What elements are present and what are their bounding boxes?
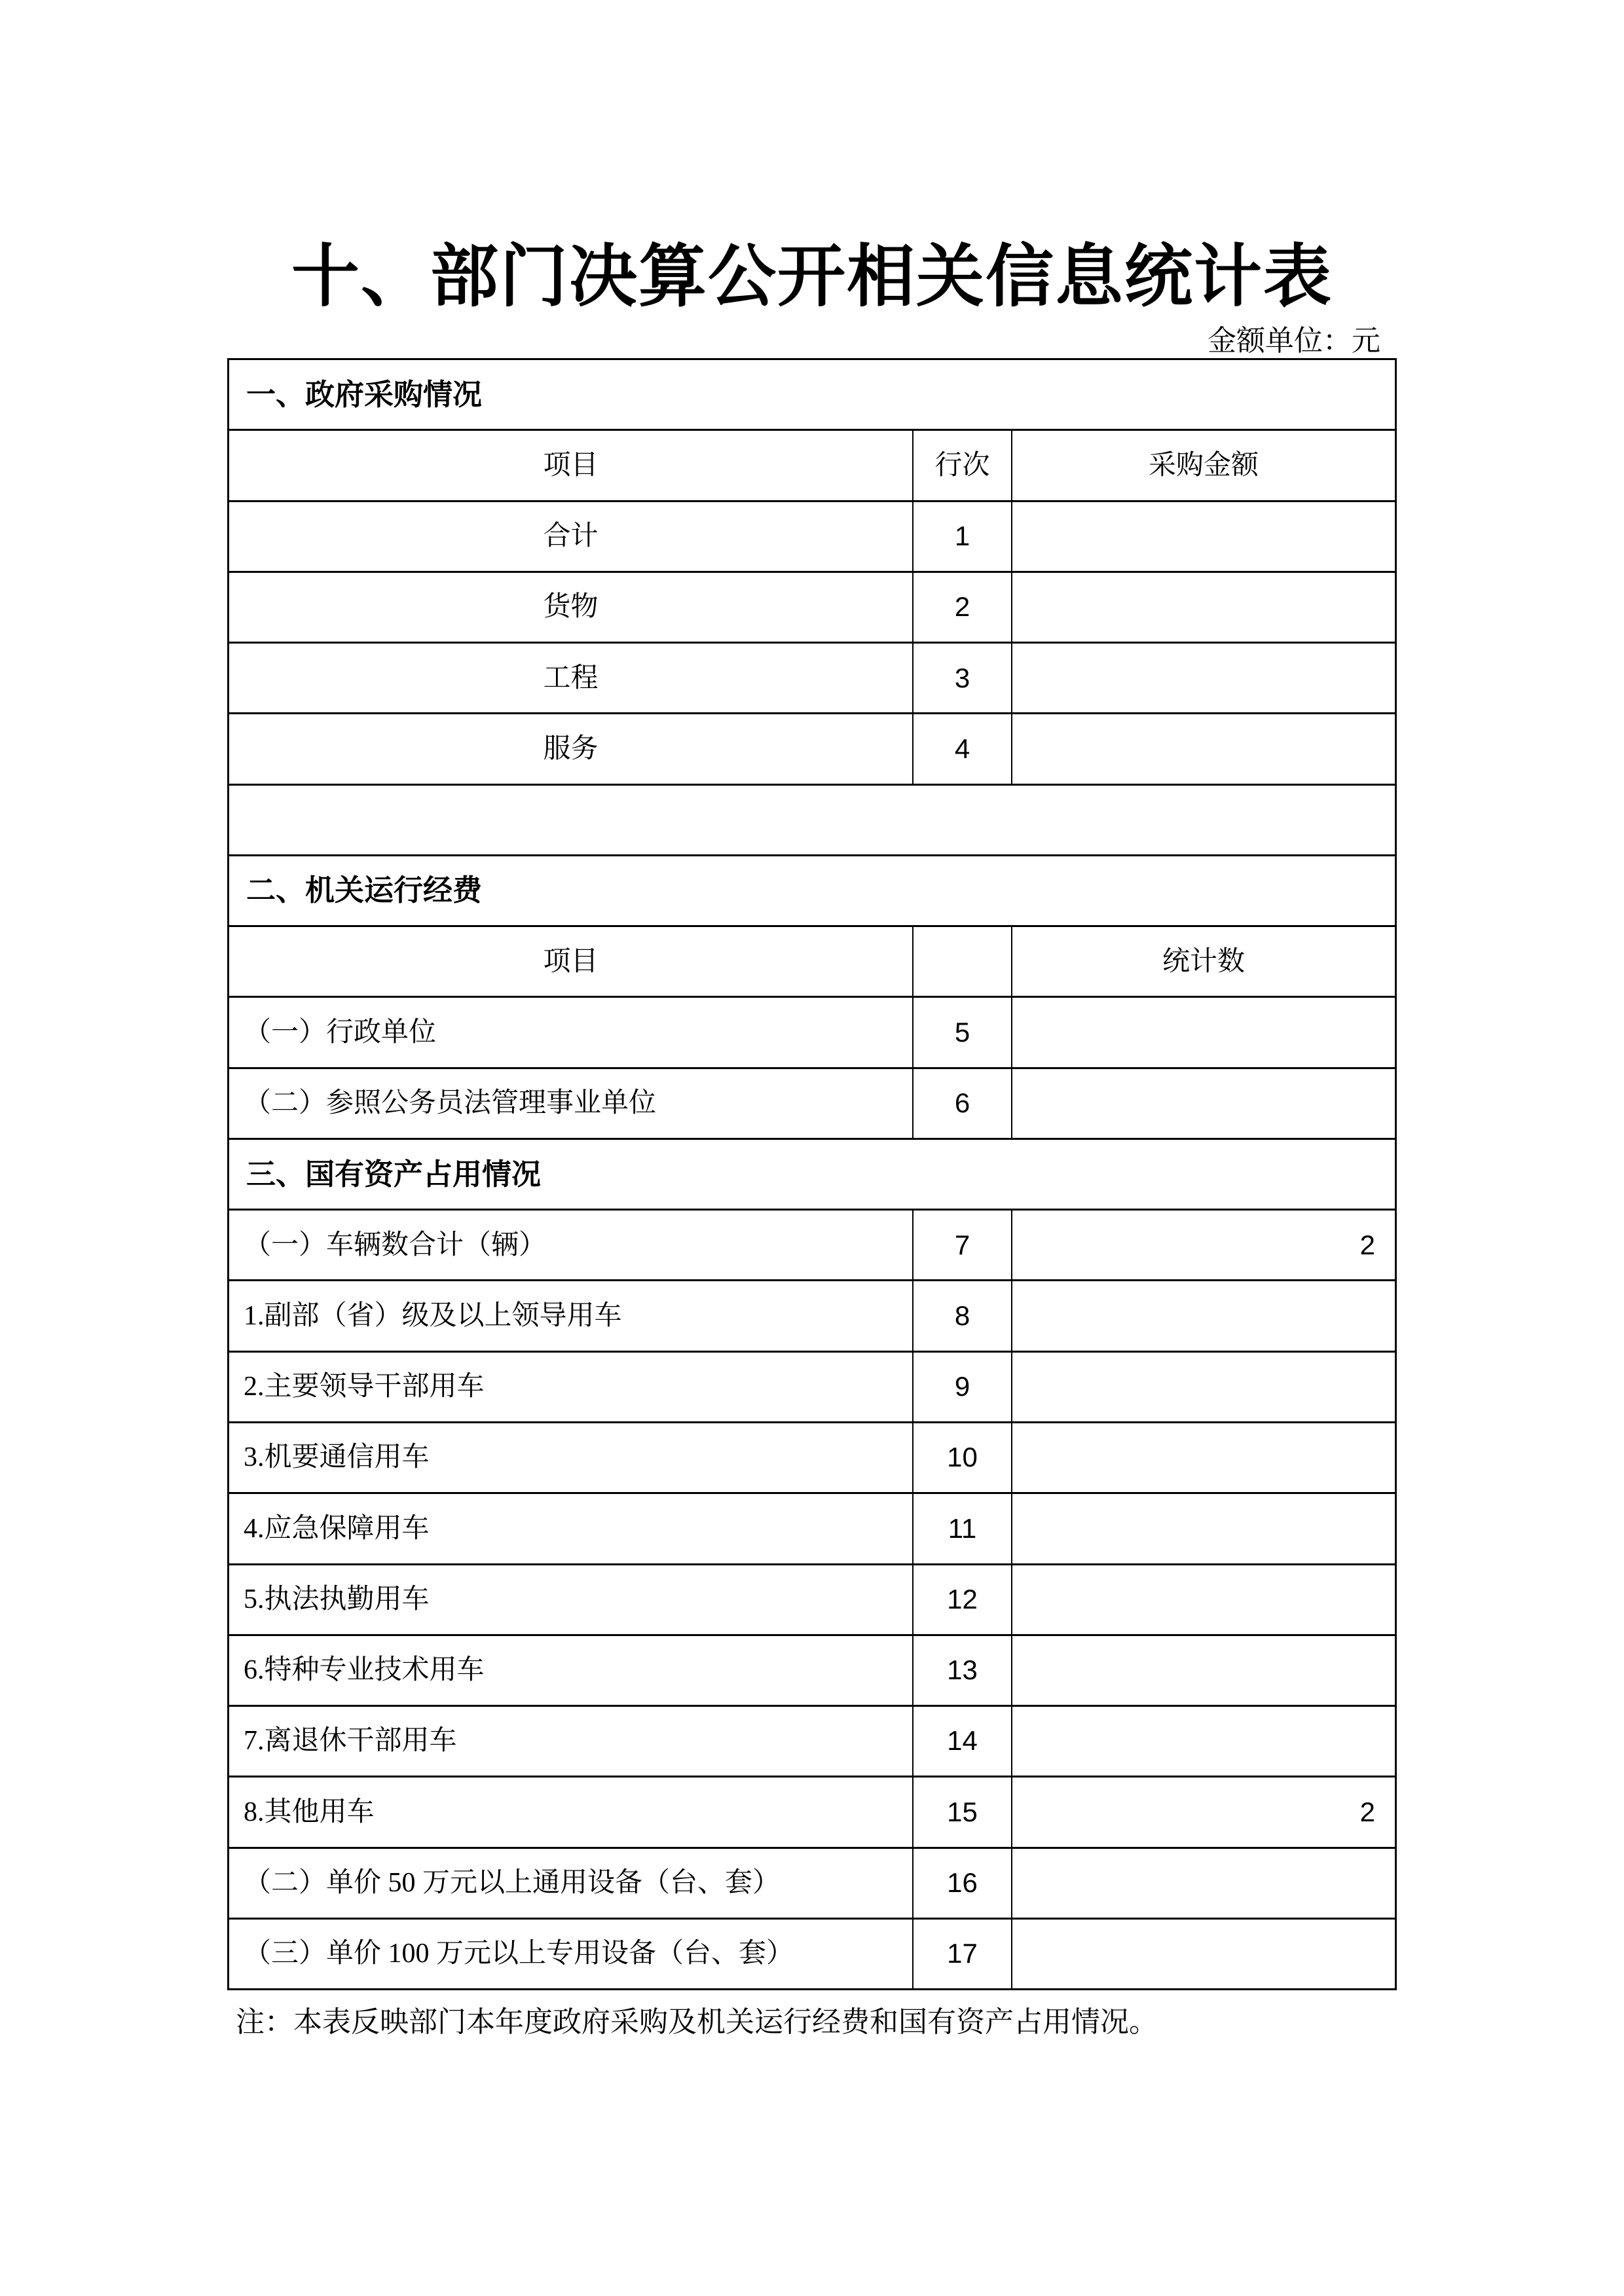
column-header-row	[229, 925, 1395, 996]
line-number: 7	[912, 1211, 1011, 1279]
column-header-row	[229, 429, 1395, 500]
line-number: 行次	[912, 431, 1011, 500]
value-cell	[1011, 502, 1395, 571]
item-label: 1.副部（省）级及以上领导用车	[244, 1300, 622, 1331]
table-row	[229, 1776, 1395, 1846]
footnote: 注：本表反映部门本年度政府采购及机关运行经费和国有资产占用情况。	[236, 2006, 1158, 2038]
value-cell	[1011, 714, 1395, 783]
line-number: 4	[912, 714, 1011, 783]
item-label: 3.机要通信用车	[244, 1442, 430, 1473]
item-label: 4.应急保障用车	[244, 1513, 430, 1544]
section-title: 一、政府采购情况	[246, 378, 483, 411]
item-label: 项目	[543, 450, 599, 481]
value-cell	[1011, 1707, 1395, 1776]
table-row	[229, 500, 1395, 571]
line-number: 8	[912, 1281, 1011, 1350]
table-row	[229, 1918, 1395, 1988]
item-label: 5.执法执勤用车	[244, 1584, 430, 1614]
section-title: 三、国有资产占用情况	[246, 1157, 542, 1191]
value-cell	[1011, 998, 1395, 1066]
item-label: 工程	[543, 663, 599, 693]
value-cell: 统计数	[1011, 927, 1395, 996]
item-label: （二）参照公务员法管理事业单位	[244, 1088, 657, 1119]
line-number: 1	[912, 502, 1011, 571]
empty-cell	[229, 786, 1395, 854]
line-number	[912, 927, 1011, 996]
value-cell: 采购金额	[1011, 431, 1395, 500]
item-label: 合计	[543, 520, 599, 551]
line-number: 13	[912, 1636, 1011, 1705]
spacer-row	[229, 784, 1395, 854]
item-label: 7.离退休干部用车	[244, 1726, 457, 1757]
section-title-row	[229, 854, 1395, 925]
table-row	[229, 1847, 1395, 1918]
table-row	[229, 1705, 1395, 1776]
value-cell	[1011, 1849, 1395, 1918]
value-cell	[1011, 1353, 1395, 1421]
value-cell	[1011, 1636, 1395, 1705]
item-label: 2.主要领导干部用车	[244, 1372, 485, 1402]
table-row	[229, 642, 1395, 712]
item-label: 服务	[543, 733, 599, 764]
value-cell: 2	[1011, 1211, 1395, 1279]
value-cell	[1011, 1069, 1395, 1138]
line-number: 12	[912, 1565, 1011, 1634]
line-number: 14	[912, 1707, 1011, 1776]
table-row	[229, 1067, 1395, 1138]
line-number: 6	[912, 1069, 1011, 1138]
line-number: 17	[912, 1920, 1011, 1988]
table-row	[229, 1563, 1395, 1634]
value-cell	[1011, 1423, 1395, 1492]
table-row	[229, 1351, 1395, 1421]
section-title-row	[229, 1138, 1395, 1209]
item-label: 6.特种专业技术用车	[244, 1655, 485, 1686]
line-number: 5	[912, 998, 1011, 1066]
value-cell	[1011, 1565, 1395, 1634]
item-label: （一）行政单位	[244, 1017, 437, 1048]
line-number: 9	[912, 1353, 1011, 1421]
table-row	[229, 996, 1395, 1066]
line-number: 3	[912, 644, 1011, 712]
value-cell	[1011, 1920, 1395, 1988]
item-label: 8.其他用车	[244, 1796, 375, 1827]
line-number: 15	[912, 1777, 1011, 1846]
line-number: 11	[912, 1494, 1011, 1563]
amount-unit-label: 金额单位：元	[1208, 325, 1380, 357]
table-row	[229, 571, 1395, 642]
line-number: 10	[912, 1423, 1011, 1492]
table-row	[229, 1634, 1395, 1705]
item-label: 项目	[543, 946, 599, 977]
section-title-row	[229, 360, 1395, 429]
value-cell	[1011, 573, 1395, 642]
value-cell	[1011, 644, 1395, 712]
value-cell	[1011, 1494, 1395, 1563]
item-label: 货物	[543, 592, 599, 623]
table-row	[229, 1421, 1395, 1492]
item-label: （一）车辆数合计（辆）	[244, 1230, 547, 1260]
item-label: （二）单价 50 万元以上通用设备（台、套）	[244, 1868, 781, 1899]
value-cell	[1011, 1281, 1395, 1350]
line-number: 16	[912, 1849, 1011, 1918]
table-row	[229, 1492, 1395, 1563]
value-cell: 2	[1011, 1777, 1395, 1846]
line-number: 2	[912, 573, 1011, 642]
item-label: （三）单价 100 万元以上专用设备（台、套）	[244, 1939, 794, 1969]
table-row	[229, 1209, 1395, 1279]
section-title: 二、机关运行经费	[246, 874, 483, 907]
page-title: 十、部门决算公开相关信息统计表	[291, 240, 1333, 315]
table-row	[229, 712, 1395, 783]
statistics-table	[227, 358, 1397, 1990]
table-row	[229, 1279, 1395, 1350]
